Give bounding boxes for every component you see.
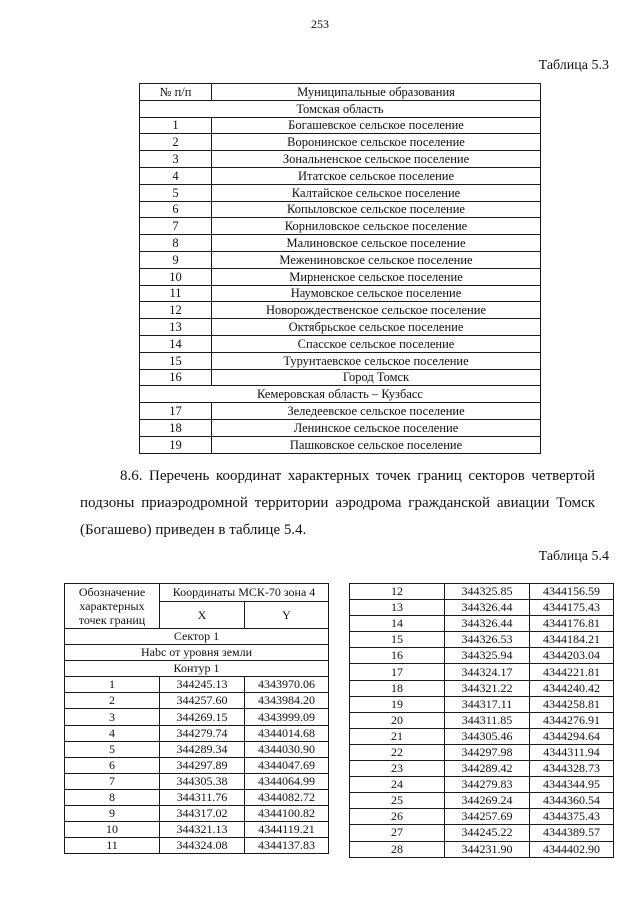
municipality-name: Спасское сельское поселение [212, 335, 541, 352]
point-number: 20 [350, 712, 445, 728]
row-number: 15 [140, 352, 212, 369]
table-row [65, 789, 329, 805]
point-number: 11 [65, 838, 160, 854]
table-row [350, 809, 614, 825]
municipality-name: Богашевское сельское поселение [212, 117, 541, 134]
coordinate-y: 4344082.72 [245, 789, 329, 805]
coordinate-x: 344305.38 [160, 773, 245, 789]
row-number: 11 [140, 285, 212, 302]
row-number: 4 [140, 167, 212, 184]
municipality-name: Межениновское сельское поселение [212, 251, 541, 268]
row-number: 10 [140, 268, 212, 285]
coordinate-x: 344326.44 [445, 616, 530, 632]
coordinate-y: 4344276.91 [530, 712, 614, 728]
municipality-name: Пашковское сельское поселение [212, 436, 541, 453]
table-row [350, 777, 614, 793]
point-number: 27 [350, 825, 445, 841]
table-row [65, 709, 329, 725]
municipality-name: Турунтаевское сельское поселение [212, 352, 541, 369]
coordinate-y: 4344389.57 [530, 825, 614, 841]
coordinate-y: 4344203.04 [530, 648, 614, 664]
point-number: 12 [350, 584, 445, 600]
point-number: 26 [350, 809, 445, 825]
table-row [65, 773, 329, 789]
table-row [65, 693, 329, 709]
coordinate-y: 4344014.68 [245, 725, 329, 741]
coordinate-y: 4344258.81 [530, 696, 614, 712]
point-number: 16 [350, 648, 445, 664]
row-number: 5 [140, 184, 212, 201]
column-header-y: Y [245, 602, 329, 629]
column-header-coordinates: Координаты МСК-70 зона 4 [160, 584, 329, 602]
point-number: 4 [65, 725, 160, 741]
table-row [65, 757, 329, 773]
paragraph-8-6 [80, 463, 595, 544]
municipality-name: Зональненское сельское поселение [212, 151, 541, 168]
point-number: 22 [350, 744, 445, 760]
coordinate-x: 344321.22 [445, 680, 530, 696]
municipality-name: Корниловское сельское поселение [212, 218, 541, 235]
coordinate-y: 4344030.90 [245, 741, 329, 757]
coordinate-x: 344245.13 [160, 677, 245, 693]
row-number: 12 [140, 302, 212, 319]
height-label: Нabc от уровня земли [65, 645, 329, 661]
table-row [140, 302, 541, 319]
municipality-name: Итатское сельское поселение [212, 167, 541, 184]
coordinate-y: 4344328.73 [530, 761, 614, 777]
page-number: 253 [311, 17, 329, 31]
table-row [350, 616, 614, 632]
coordinate-x: 344326.44 [445, 600, 530, 616]
table-row [140, 268, 541, 285]
coordinate-x: 344279.74 [160, 725, 245, 741]
table-row [65, 725, 329, 741]
coordinate-x: 344317.11 [445, 696, 530, 712]
table-row [140, 436, 541, 453]
table-row [350, 728, 614, 744]
table-row [140, 335, 541, 352]
coordinates-table-left [64, 583, 329, 854]
paragraph-line: подзоны приаэродромной территории аэродрома гражданской авиации Томск [80, 495, 595, 511]
coordinate-x: 344326.53 [445, 632, 530, 648]
table-row [350, 664, 614, 680]
table-row [350, 841, 614, 857]
coordinate-y: 4344047.69 [245, 757, 329, 773]
row-number: 3 [140, 151, 212, 168]
region-name: Кемеровская область – Кузбасс [140, 386, 541, 403]
coordinate-y: 4344375.43 [530, 809, 614, 825]
table-row [350, 600, 614, 616]
point-number: 3 [65, 709, 160, 725]
coordinate-y: 4344402.90 [530, 841, 614, 857]
table-row [350, 584, 614, 600]
municipality-name: Малиновское сельское поселение [212, 235, 541, 252]
coordinate-y: 4343984.20 [245, 693, 329, 709]
table-row [140, 218, 541, 235]
table-row [350, 744, 614, 760]
table-row [140, 235, 541, 252]
table-row [140, 167, 541, 184]
table-row [350, 825, 614, 841]
coordinate-x: 344324.08 [160, 838, 245, 854]
row-number: 2 [140, 134, 212, 151]
point-number: 25 [350, 793, 445, 809]
row-number: 17 [140, 403, 212, 420]
municipality-name: Наумовское сельское поселение [212, 285, 541, 302]
point-number: 24 [350, 777, 445, 793]
paragraph-line: 8.6. Перечень координат характерных точек границ секторов четвертой [120, 468, 595, 484]
coordinate-x: 344317.02 [160, 806, 245, 822]
coordinate-y: 4344064.99 [245, 773, 329, 789]
coordinate-x: 344297.89 [160, 757, 245, 773]
municipalities-table [139, 83, 541, 454]
point-number: 2 [65, 693, 160, 709]
coordinate-x: 344231.90 [445, 841, 530, 857]
coordinate-y: 4344360.54 [530, 793, 614, 809]
coordinate-y: 4344240.42 [530, 680, 614, 696]
row-number: 13 [140, 319, 212, 336]
coordinate-y: 4343999.09 [245, 709, 329, 725]
table-row [140, 184, 541, 201]
municipality-name: Копыловское сельское поселение [212, 201, 541, 218]
height-row [65, 645, 329, 661]
point-number: 23 [350, 761, 445, 777]
point-number: 14 [350, 616, 445, 632]
table-row [350, 696, 614, 712]
row-number: 14 [140, 335, 212, 352]
table-row [140, 151, 541, 168]
table-row [65, 806, 329, 822]
table-row [65, 838, 329, 854]
coordinate-x: 344297.98 [445, 744, 530, 760]
row-number: 16 [140, 369, 212, 386]
column-header-municipality: Муниципальные образования [212, 84, 541, 101]
table-5-4-caption: Таблица 5.4 [538, 549, 609, 564]
contour-row [65, 661, 329, 677]
table-header-row [140, 84, 541, 101]
coordinate-y: 4344311.94 [530, 744, 614, 760]
municipality-name: Воронинское сельское поселение [212, 134, 541, 151]
coordinate-x: 344269.15 [160, 709, 245, 725]
point-number: 5 [65, 741, 160, 757]
coordinate-x: 344311.76 [160, 789, 245, 805]
coordinate-x: 344245.22 [445, 825, 530, 841]
point-number: 7 [65, 773, 160, 789]
table-row [140, 319, 541, 336]
coordinate-x: 344257.69 [445, 809, 530, 825]
coordinate-y: 4344294.64 [530, 728, 614, 744]
table-row [350, 761, 614, 777]
sector-row [65, 629, 329, 645]
coordinate-y: 4344119.21 [245, 822, 329, 838]
table-row [140, 403, 541, 420]
row-number: 6 [140, 201, 212, 218]
row-number: 18 [140, 419, 212, 436]
point-number: 19 [350, 696, 445, 712]
table-row [350, 793, 614, 809]
municipality-name: Зеледеевское сельское поселение [212, 403, 541, 420]
coordinate-x: 344325.85 [445, 584, 530, 600]
coordinate-y: 4344221.81 [530, 664, 614, 680]
table-row [140, 369, 541, 386]
municipality-name: Октябрьское сельское поселение [212, 319, 541, 336]
contour-label: Контур 1 [65, 661, 329, 677]
table-row [350, 632, 614, 648]
row-number: 9 [140, 251, 212, 268]
point-number: 15 [350, 632, 445, 648]
coordinate-y: 4344184.21 [530, 632, 614, 648]
row-number: 7 [140, 218, 212, 235]
coordinate-x: 344311.85 [445, 712, 530, 728]
coordinates-table-right [349, 583, 614, 858]
point-number: 10 [65, 822, 160, 838]
table-row [350, 712, 614, 728]
coordinate-x: 344257.60 [160, 693, 245, 709]
municipality-name: Ленинское сельское поселение [212, 419, 541, 436]
point-number: 17 [350, 664, 445, 680]
paragraph-line: (Богашево) приведен в таблице 5.4. [80, 522, 307, 538]
coordinate-x: 344325.94 [445, 648, 530, 664]
coordinate-x: 344324.17 [445, 664, 530, 680]
table-row [140, 419, 541, 436]
coordinate-y: 4344176.81 [530, 616, 614, 632]
row-number: 1 [140, 117, 212, 134]
row-number: 8 [140, 235, 212, 252]
point-number: 21 [350, 728, 445, 744]
table-row [65, 822, 329, 838]
region-row [140, 386, 541, 403]
region-name: Томская область [140, 100, 541, 117]
coordinate-x: 344321.13 [160, 822, 245, 838]
coordinate-x: 344289.34 [160, 741, 245, 757]
table-row [140, 201, 541, 218]
row-number: 19 [140, 436, 212, 453]
table-row [140, 285, 541, 302]
point-number: 8 [65, 789, 160, 805]
coordinate-x: 344269.24 [445, 793, 530, 809]
table-5-3-caption: Таблица 5.3 [538, 58, 609, 73]
point-number: 13 [350, 600, 445, 616]
coordinate-y: 4344175.43 [530, 600, 614, 616]
coordinate-y: 4344344.95 [530, 777, 614, 793]
table-row [140, 117, 541, 134]
table-row [350, 648, 614, 664]
table-row [140, 352, 541, 369]
municipality-name: Калтайское сельское поселение [212, 184, 541, 201]
point-number: 6 [65, 757, 160, 773]
coordinate-y: 4344156.59 [530, 584, 614, 600]
municipality-name: Мирненское сельское поселение [212, 268, 541, 285]
table-row [65, 677, 329, 693]
municipality-name: Город Томск [212, 369, 541, 386]
coordinate-y: 4343970.06 [245, 677, 329, 693]
table-row [140, 134, 541, 151]
region-row [140, 100, 541, 117]
column-header-number: № п/п [140, 84, 212, 101]
coordinate-x: 344305.46 [445, 728, 530, 744]
point-number: 18 [350, 680, 445, 696]
coordinate-x: 344289.42 [445, 761, 530, 777]
table-header-row [65, 584, 329, 602]
coordinate-y: 4344100.82 [245, 806, 329, 822]
point-number: 9 [65, 806, 160, 822]
coordinate-x: 344279.83 [445, 777, 530, 793]
column-header-designation: Обозначение характерных точек границ [65, 584, 160, 629]
table-row [140, 251, 541, 268]
point-number: 28 [350, 841, 445, 857]
municipality-name: Новорождественское сельское поселение [212, 302, 541, 319]
point-number: 1 [65, 677, 160, 693]
coordinate-y: 4344137.83 [245, 838, 329, 854]
sector-label: Сектор 1 [65, 629, 329, 645]
table-row [65, 741, 329, 757]
column-header-x: X [160, 602, 245, 629]
table-row [350, 680, 614, 696]
